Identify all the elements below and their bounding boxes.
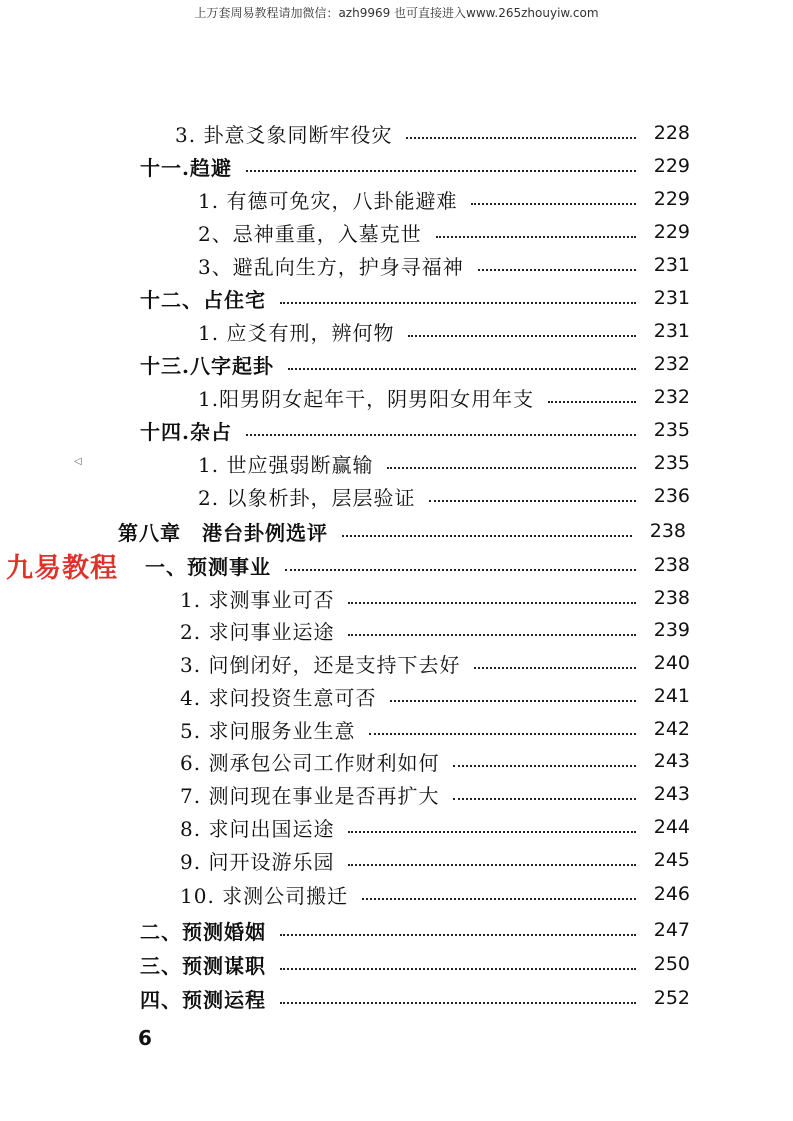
toc-entry: 10. 求测公司搬迁 246 (180, 883, 690, 908)
toc-entry: 1. 应爻有刑，辨何物 231 (198, 320, 690, 345)
toc-entry: 2. 以象析卦，层层验证 236 (198, 485, 690, 510)
toc-entry: 2. 求问事业运途 239 (180, 619, 690, 644)
toc-entry: 1. 求测事业可否 238 (180, 587, 690, 612)
toc-entry: 4. 求问投资生意可否 241 (180, 685, 690, 710)
toc-section: 四、预测运程 252 (140, 987, 690, 1012)
toc-entry: 3、避乱向生方，护身寻福神 231 (198, 254, 690, 279)
toc-entry: 2、忌神重重，入墓克世 229 (198, 221, 690, 246)
scan-mark: ◁ (74, 456, 82, 467)
toc-entry: 8. 求问出国运途 244 (180, 816, 690, 841)
toc-entry: 7. 测问现在事业是否再扩大 243 (180, 783, 690, 808)
toc-entry: 9. 问开设游乐园 245 (180, 849, 690, 874)
toc-section: 十一.趋避 229 (140, 155, 690, 180)
toc-entry: 3. 问倒闭好，还是支持下去好 240 (180, 652, 690, 677)
toc-entry: 5. 求问服务业生意 242 (180, 718, 690, 743)
toc-entry: 3. 卦意爻象同断牢役灾 228 (175, 122, 690, 147)
toc-section: 二、预测婚姻 247 (140, 919, 690, 944)
toc-section: 十二、占住宅 231 (140, 287, 690, 312)
toc-section: 十三.八字起卦 232 (140, 353, 690, 378)
toc-entry: 1. 有德可免灾，八卦能避难 229 (198, 188, 690, 213)
toc-chapter: 第八章 港台卦例选评 238 (118, 520, 686, 545)
toc-entry: 1.阳男阴女起年干，阴男阳女用年支 232 (198, 386, 690, 411)
page-header-banner: 上万套周易教程请加微信：azh9969 也可直接进入www.265zhouyiw.com (194, 6, 599, 20)
toc-section: 一、预测事业 238 (145, 554, 690, 579)
toc-entry: 1. 世应强弱断赢输 235 (198, 452, 690, 477)
toc-entry: 6. 测承包公司工作财利如何 243 (180, 750, 690, 775)
toc-section: 十四.杂占 235 (140, 419, 690, 444)
page-number: 6 (138, 1026, 152, 1050)
watermark-logo: 九易教程 (6, 553, 118, 584)
toc-section: 三、预测谋职 250 (140, 953, 690, 978)
